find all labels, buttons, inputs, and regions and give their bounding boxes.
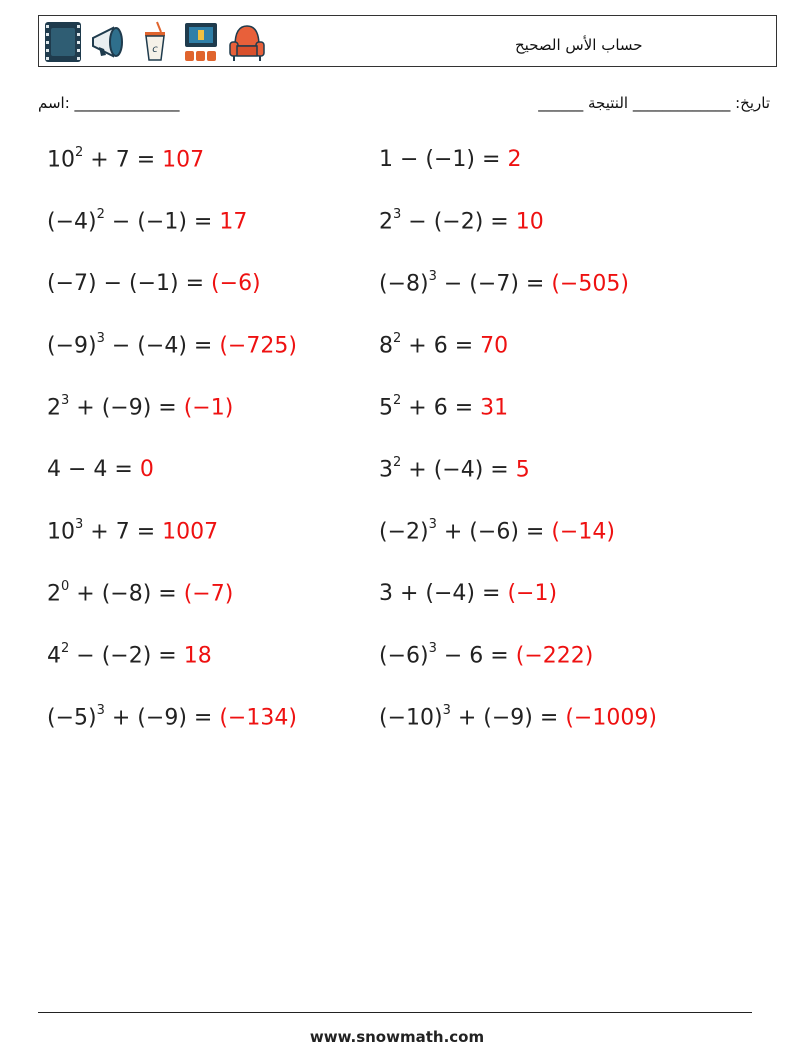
date-score-field: تاريخ: _____________ النتيجة ______	[538, 94, 770, 112]
problem-base: (−2)	[379, 519, 429, 545]
problem-operation: + (−4) =	[401, 457, 516, 483]
problem-item	[379, 271, 629, 296]
problem-base: (−7) − (−1)	[47, 271, 179, 296]
problem-answer: (−1009)	[565, 705, 657, 731]
problem-operation: =	[475, 581, 508, 606]
problem-operation: − (−4) =	[104, 333, 220, 359]
problem-operation: + 6 =	[401, 395, 481, 421]
problem-exponent: 2	[393, 393, 402, 408]
problem-exponent: 3	[61, 393, 70, 408]
problem-base: 5	[379, 395, 393, 421]
problem-answer: (−725)	[219, 333, 297, 359]
problem-base: 4 − 4	[47, 457, 108, 482]
problem-base: 2	[47, 581, 61, 607]
problem-answer: (−1)	[183, 395, 234, 421]
problem-answer: 0	[139, 457, 154, 482]
problem-item	[379, 519, 615, 544]
problem-answer: (−6)	[211, 271, 261, 296]
footer-divider	[38, 1012, 752, 1013]
problem-base: 10	[47, 519, 75, 545]
worksheet-title: حساب الأس الصحيح	[515, 36, 643, 54]
problem-exponent: 3	[428, 641, 437, 656]
problem-answer: (−7)	[183, 581, 234, 607]
problem-base: 2	[47, 395, 61, 421]
problem-exponent: 3	[75, 517, 84, 532]
problem-exponent: 3	[442, 703, 451, 718]
footer-url: www.snowmath.com	[309, 1028, 485, 1046]
problem-item	[47, 271, 261, 296]
problem-base: (−9)	[47, 333, 97, 359]
problem-exponent: 3	[393, 207, 402, 222]
problem-item	[47, 581, 233, 606]
problem-operation: =	[178, 271, 212, 296]
problem-base: 10	[47, 147, 75, 173]
problem-item	[379, 705, 657, 730]
problem-answer: 18	[183, 643, 212, 669]
problem-base: 3	[379, 457, 393, 483]
problem-base: 3 + (−4)	[379, 581, 476, 606]
problem-item	[47, 519, 218, 544]
problem-item	[47, 147, 204, 172]
problem-base: (−4)	[47, 209, 97, 235]
problem-base: (−10)	[379, 705, 443, 731]
problem-answer: 107	[162, 147, 205, 173]
problem-exponent: 2	[96, 207, 105, 222]
problem-answer: (−505)	[551, 271, 629, 297]
problem-base: 4	[47, 643, 61, 669]
problem-base: (−6)	[379, 643, 429, 669]
problem-operation: + (−6) =	[436, 519, 552, 545]
problem-item	[379, 581, 557, 606]
problem-item	[379, 395, 508, 420]
problem-answer: (−1)	[507, 581, 558, 606]
problem-operation: =	[107, 457, 140, 482]
problem-item	[47, 395, 233, 420]
problem-item	[47, 705, 297, 730]
problem-exponent: 2	[393, 455, 402, 470]
problem-operation: − (−1) =	[104, 209, 220, 235]
problem-answer: 10	[515, 209, 544, 235]
problem-exponent: 0	[61, 579, 70, 594]
problem-answer: 17	[219, 209, 248, 235]
problem-operation: + (−9) =	[69, 395, 184, 421]
problem-answer: 31	[480, 395, 509, 421]
problem-operation: − (−2) =	[401, 209, 516, 235]
problem-item	[47, 209, 247, 234]
problem-base: (−5)	[47, 705, 97, 731]
problem-operation: + 7 =	[83, 519, 163, 545]
problem-item	[47, 643, 212, 668]
problem-exponent: 3	[428, 517, 437, 532]
problem-answer: 1007	[162, 519, 219, 545]
problem-answer: 70	[480, 333, 509, 359]
problem-operation: − (−7) =	[436, 271, 552, 297]
problem-item	[47, 457, 154, 482]
problem-answer: (−222)	[515, 643, 594, 669]
svg-text:c: c	[152, 44, 158, 55]
problem-operation: + (−8) =	[69, 581, 184, 607]
problem-exponent: 2	[75, 145, 84, 160]
problem-operation: + (−9) =	[450, 705, 566, 731]
problem-exponent: 3	[96, 703, 105, 718]
problem-exponent: 3	[96, 331, 105, 346]
problem-item	[379, 333, 508, 358]
problem-item	[379, 457, 530, 482]
problem-operation: + 7 =	[83, 147, 163, 173]
problem-operation: − 6 =	[436, 643, 516, 669]
problem-base: (−8)	[379, 271, 429, 297]
name-field: اسم: ______________	[38, 94, 180, 112]
problem-item	[47, 333, 297, 358]
problem-item	[379, 147, 521, 172]
problem-answer: (−14)	[551, 519, 615, 545]
problem-operation: − (−2) =	[69, 643, 184, 669]
problem-base: 1 − (−1)	[379, 147, 476, 172]
problem-answer: (−134)	[219, 705, 297, 731]
problem-base: 8	[379, 333, 393, 359]
problem-operation: =	[475, 147, 508, 172]
problem-base: 2	[379, 209, 393, 235]
problem-exponent: 3	[428, 269, 437, 284]
problem-exponent: 2	[61, 641, 70, 656]
problem-answer: 2	[507, 147, 522, 172]
problem-operation: + (−9) =	[104, 705, 220, 731]
problem-item	[379, 643, 593, 668]
problem-answer: 5	[515, 457, 530, 483]
problem-item	[379, 209, 544, 234]
problem-operation: + 6 =	[401, 333, 481, 359]
problem-exponent: 2	[393, 331, 402, 346]
